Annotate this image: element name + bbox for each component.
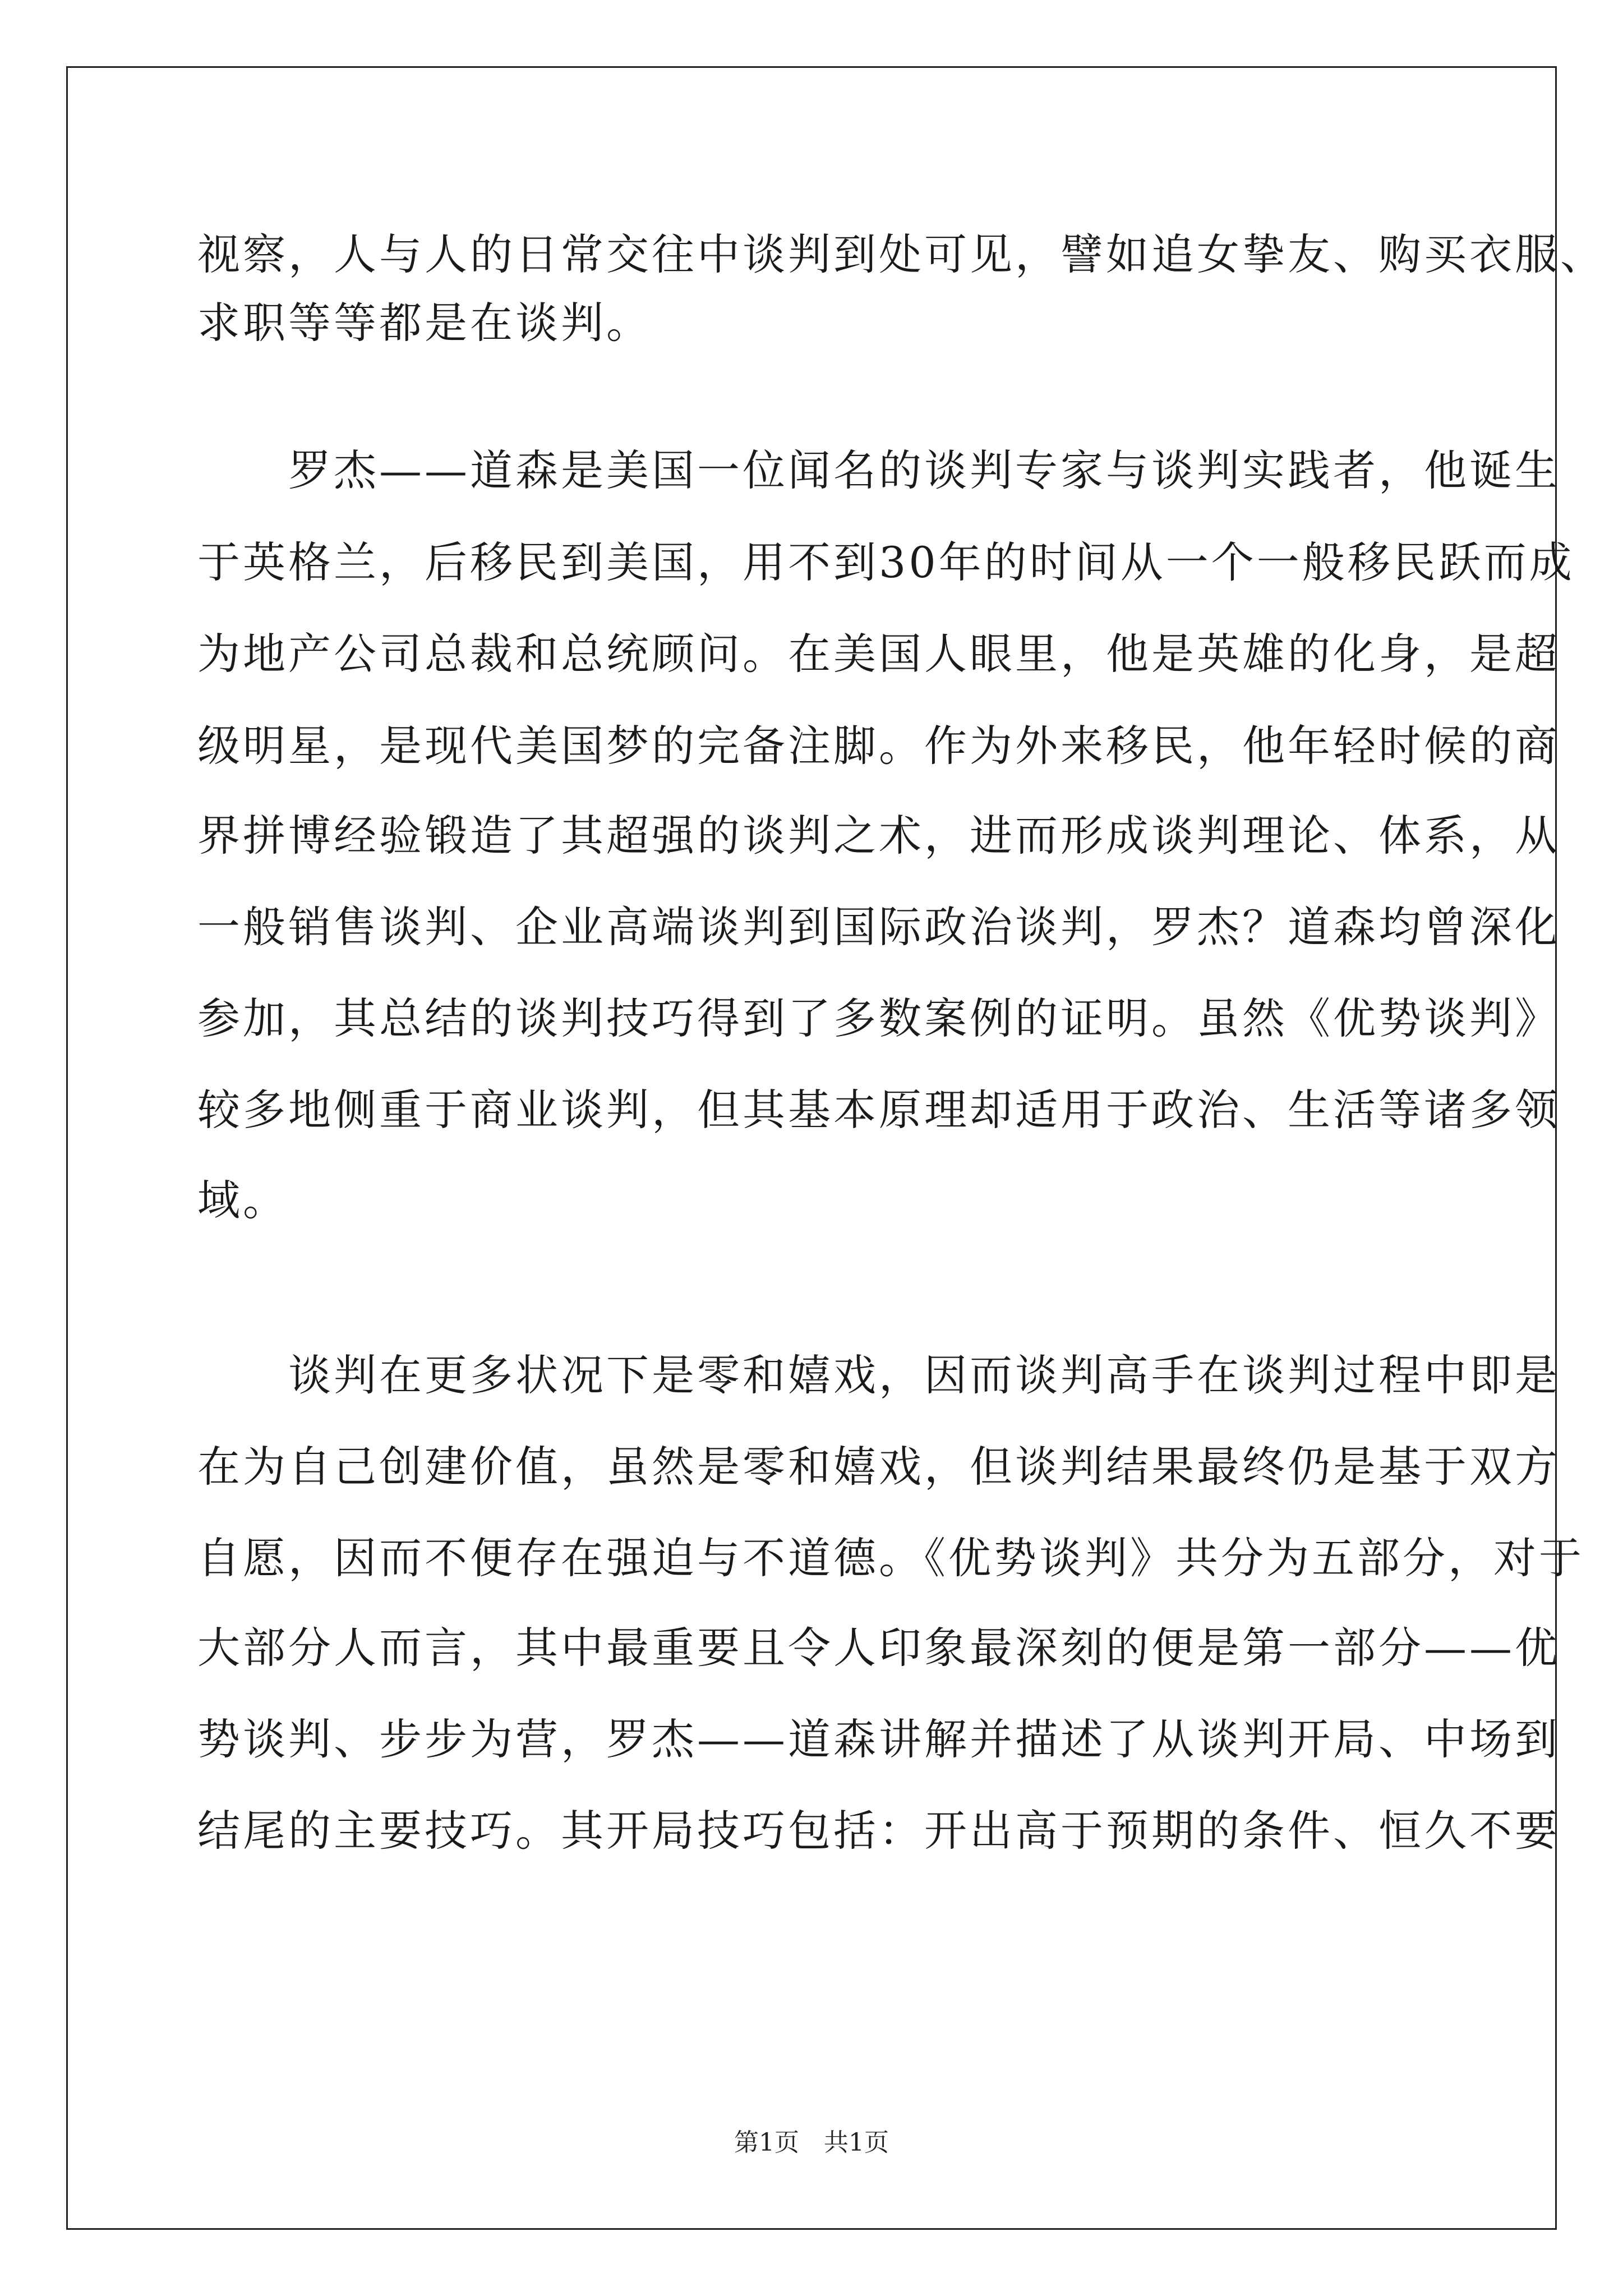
text-line: 结尾的主要技巧。其开局技巧包括：开出高于预期的条件、恒久不要 — [197, 1806, 1560, 1856]
text-line: 较多地侧重于商业谈判，但其基本原理却适用于政治、生活等诸多领 — [197, 1085, 1560, 1135]
text-line: 域。 — [197, 1175, 288, 1225]
text-line: 在为自己创建价值，虽然是零和嬉戏，但谈判结果最终仍是基于双方 — [197, 1442, 1560, 1492]
text-line: 界拼博经验锻造了其超强的谈判之术，进而形成谈判理论、体系，从 — [197, 811, 1560, 861]
page-number-footer: 第1页 共1页 — [734, 2128, 889, 2157]
text-line: 自愿，因而不便存在强迫与不道德。《优势谈判》共分为五部分，对于 — [197, 1533, 1584, 1583]
text-line: 求职等等都是在谈判。 — [197, 298, 652, 348]
text-line: 于英格兰，后移民到美国，用不到30年的时间从一个一般移民跃而成 — [197, 537, 1575, 587]
page-border — [66, 66, 1557, 2230]
text-line: 势谈判、步步为营，罗杰——道森讲解并描述了从谈判开局、中场到 — [197, 1714, 1560, 1764]
text-line: 参加，其总结的谈判技巧得到了多数案例的证明。虽然《优势谈判》 — [197, 993, 1560, 1043]
text-line: 视察，人与人的日常交往中谈判到处可见，譬如追女挚友、购买衣服、 — [197, 229, 1606, 279]
text-line: 为地产公司总裁和总统顾问。在美国人眼里，他是英雄的化身，是超 — [197, 629, 1560, 679]
text-line: 一般销售谈判、企业高端谈判到国际政治谈判，罗杰？道森均曾深化 — [197, 902, 1560, 952]
text-line: 罗杰——道森是美国一位闻名的谈判专家与谈判实践者，他诞生 — [197, 445, 1560, 495]
text-line: 级明星，是现代美国梦的完备注脚。作为外来移民，他年轻时候的商 — [197, 721, 1560, 771]
text-line: 大部分人而言，其中最重要且令人印象最深刻的便是第一部分——优 — [197, 1623, 1560, 1673]
text-line: 谈判在更多状况下是零和嬉戏，因而谈判高手在谈判过程中即是 — [197, 1350, 1560, 1400]
